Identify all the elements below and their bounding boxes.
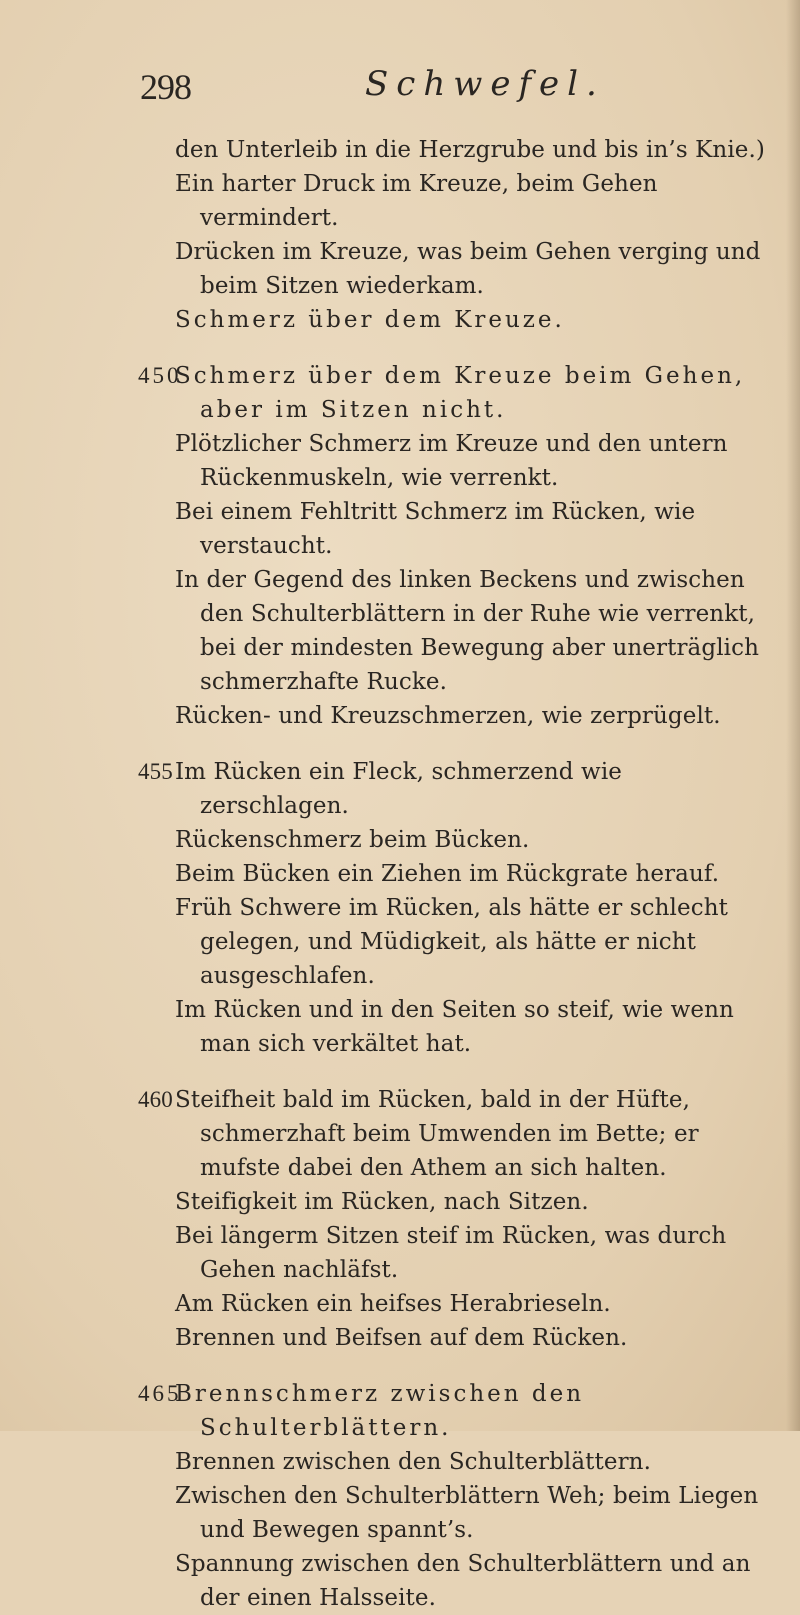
symptom-entry bbox=[0, 1479, 765, 1547]
entry-group bbox=[0, 133, 800, 337]
symptom-entry bbox=[0, 1377, 765, 1445]
entry-text: Im Rücken und in den Seiten so steif, wie wenn man sich verkältet hat. bbox=[175, 997, 734, 1057]
entry-number: 455 bbox=[138, 759, 173, 784]
entry-text: Am Rücken ein heifses Herabrieseln. bbox=[175, 1291, 611, 1317]
page-number: 298 bbox=[140, 67, 191, 107]
symptom-entry bbox=[0, 133, 765, 167]
symptom-entry bbox=[0, 699, 765, 733]
symptom-entry bbox=[0, 755, 765, 823]
entry-text: In der Gegend des linken Beckens und zwischen den Schulterblättern in der Ruhe wie verrenkt, bei der mindesten Bewegung aber unerträglich schmerzhafte Rucke. bbox=[175, 567, 759, 695]
entry-number: 450 bbox=[138, 363, 182, 388]
entry-number: 460 bbox=[138, 1087, 173, 1112]
entry-text: Rücken- und Kreuzschmerzen, wie zerprügelt. bbox=[175, 703, 721, 729]
entry-text: Zwischen den Schulterblättern Weh; beim Liegen und Bewegen spannt’s. bbox=[175, 1483, 759, 1543]
page-body bbox=[0, 133, 800, 1615]
entry-group bbox=[0, 1377, 800, 1615]
symptom-entry bbox=[0, 1219, 765, 1287]
symptom-entry bbox=[0, 303, 765, 337]
symptom-entry bbox=[0, 1547, 765, 1615]
entry-text: Brennen und Beifsen auf dem Rücken. bbox=[175, 1325, 628, 1351]
entry-number: 465 bbox=[138, 1381, 182, 1406]
page-header bbox=[0, 66, 800, 116]
symptom-entry bbox=[0, 891, 765, 993]
symptom-entry bbox=[0, 235, 765, 303]
symptom-entry bbox=[0, 1185, 765, 1219]
symptom-entry bbox=[0, 1321, 765, 1355]
entry-group bbox=[0, 1083, 800, 1355]
entry-text: den Unterleib in die Herzgrube und bis in’s Knie.) bbox=[175, 137, 765, 163]
entry-text: Drücken im Kreuze, was beim Gehen verging und beim Sitzen wiederkam. bbox=[175, 239, 761, 299]
entry-text: Brennschmerz zwischen den Schulterblättern. bbox=[175, 1381, 585, 1441]
symptom-entry bbox=[0, 427, 765, 495]
entry-group bbox=[0, 755, 800, 1061]
entry-text: Bei einem Fehltritt Schmerz im Rücken, wie verstaucht. bbox=[175, 499, 696, 559]
entry-group bbox=[0, 359, 800, 733]
symptom-entry bbox=[0, 1287, 765, 1321]
entry-text: Früh Schwere im Rücken, als hätte er schlecht gelegen, und Müdigkeit, als hätte er nicht ausgeschlafen. bbox=[175, 895, 728, 989]
entry-text: Im Rücken ein Fleck, schmerzend wie zerschlagen. bbox=[175, 759, 622, 819]
entry-text: Ein harter Druck im Kreuze, beim Gehen vermindert. bbox=[175, 171, 658, 231]
entry-text: Bei längerm Sitzen steif im Rücken, was durch Gehen nachläfst. bbox=[175, 1223, 727, 1283]
entry-text: Schmerz über dem Kreuze beim Gehen, aber im Sitzen nicht. bbox=[175, 363, 746, 423]
symptom-entry bbox=[0, 993, 765, 1061]
symptom-entry bbox=[0, 1083, 765, 1185]
entry-text: Schmerz über dem Kreuze. bbox=[175, 307, 565, 333]
symptom-entry bbox=[0, 495, 765, 563]
entry-text: Brennen zwischen den Schulterblättern. bbox=[175, 1449, 651, 1475]
symptom-entry bbox=[0, 167, 765, 235]
entry-text: Steifheit bald im Rücken, bald in der Hüfte, schmerzhaft beim Umwenden im Bette; er mufste dabei den Athem an sich halten. bbox=[175, 1087, 699, 1181]
entry-text: Spannung zwischen den Schulterblättern und an der einen Halsseite. bbox=[175, 1551, 751, 1611]
entry-text: Rückenschmerz beim Bücken. bbox=[175, 827, 530, 853]
symptom-entry bbox=[0, 1445, 765, 1479]
running-head: Schwefel. bbox=[365, 64, 605, 104]
entry-text: Steifigkeit im Rücken, nach Sitzen. bbox=[175, 1189, 589, 1215]
symptom-entry bbox=[0, 563, 765, 699]
symptom-entry bbox=[0, 857, 765, 891]
symptom-entry bbox=[0, 359, 765, 427]
entry-text: Plötzlicher Schmerz im Kreuze und den untern Rückenmuskeln, wie verrenkt. bbox=[175, 431, 728, 491]
entry-text: Beim Bücken ein Ziehen im Rückgrate herauf. bbox=[175, 861, 720, 887]
symptom-entry bbox=[0, 823, 765, 857]
